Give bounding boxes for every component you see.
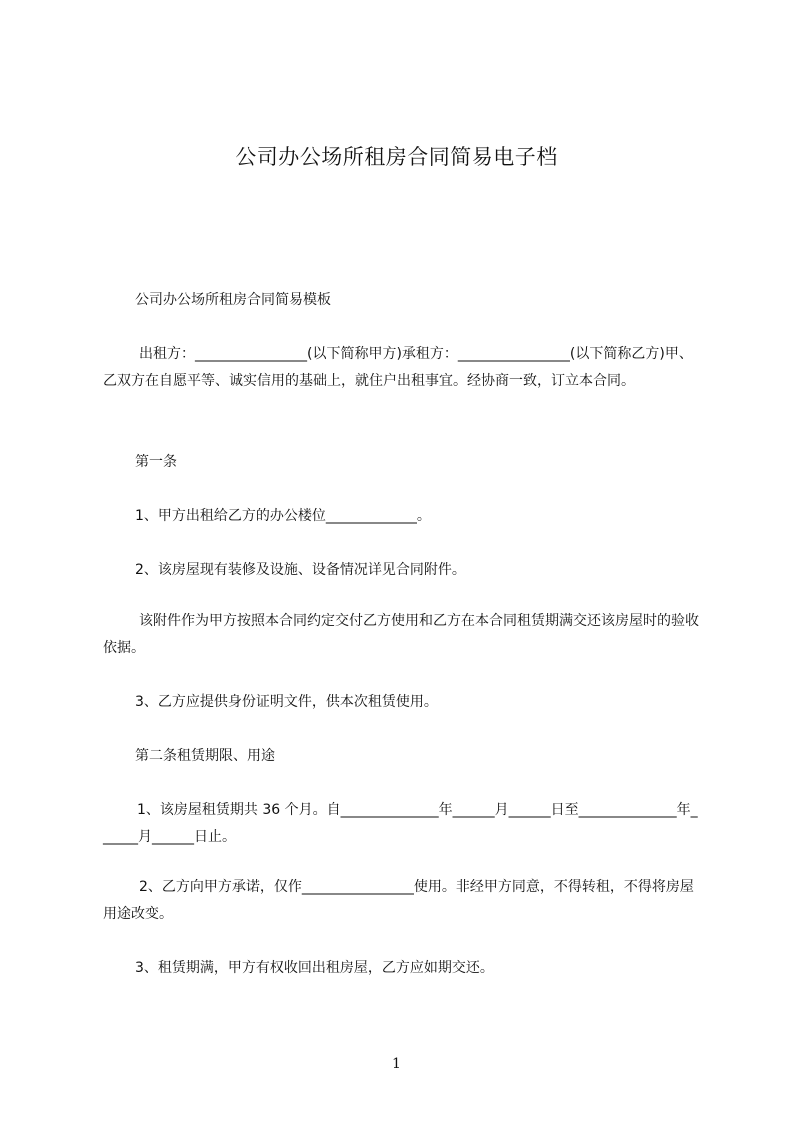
paragraph-clause-1-2: 2、该房屋现有装修及设施、设备情况详见合同附件。 bbox=[135, 562, 466, 578]
paragraph-parties: 出租方：________________(以下简称甲方)承租方：________________(以下简称乙方)甲、乙双方在自愿平等、诚实信用的基础上，就住户出租事宜。经协商一致，订立本合同。 bbox=[103, 346, 693, 389]
paragraph-annex-note: 该附件作为甲方按照本合同约定交付乙方使用和乙方在本合同租赁期满交还该房屋时的验收依据。 bbox=[103, 613, 699, 656]
paragraph-clause-2-2: 2、乙方向甲方承诺，仅作________________使用。非经甲方同意，不得转租，不得将房屋用途改变。 bbox=[103, 879, 694, 922]
paragraph-clause-2-3: 3、租赁期满，甲方有权收回出租房屋，乙方应如期交还。 bbox=[135, 960, 494, 976]
paragraph-clause-2-1: 1、该房屋租赁期共 36 个月。自______________年______月______日至______________年______月______日止。 bbox=[103, 802, 698, 845]
document-title: 公司办公场所租房合同简易电子档 bbox=[235, 145, 558, 169]
article-2-heading: 第二条租赁期限、用途 bbox=[135, 748, 275, 764]
document-subtitle: 公司办公场所租房合同简易模板 bbox=[135, 292, 331, 308]
paragraph-clause-1-3: 3、乙方应提供身份证明文件，供本次租赁使用。 bbox=[135, 694, 438, 710]
article-1-heading: 第一条 bbox=[135, 454, 177, 470]
page-number: 1 bbox=[392, 1056, 401, 1072]
paragraph-clause-1-1: 1、甲方出租给乙方的办公楼位_____________。 bbox=[135, 508, 431, 524]
